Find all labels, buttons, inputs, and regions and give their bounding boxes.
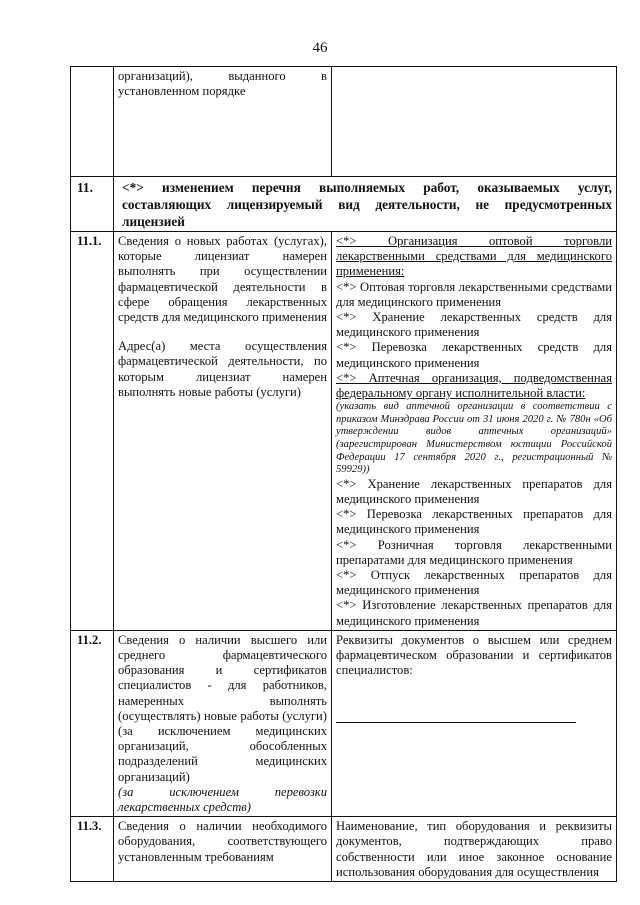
pharmacy-option[interactable]: <*> Аптечная организация, подведомственная федеральному органу исполнительной власти: bbox=[336, 370, 612, 401]
table-row-11-3 bbox=[71, 817, 617, 882]
section-title: <*> изменением перечня выполняемых работ, оказываемых услуг, составляющих лицензируемый вид деятельности, не предусмотренных лицензией bbox=[114, 177, 617, 232]
continuation-text: организаций), выданного в установленном порядке bbox=[114, 67, 332, 177]
option-item[interactable]: <*> Розничная торговля лекарственными препаратами для медицинского применения bbox=[336, 537, 612, 567]
wholesale-option[interactable]: <*> Организация оптовой торговли лекарственными средствами для медицинского применения: bbox=[336, 234, 612, 279]
equipment-docs-label: Наименование, тип оборудования и реквизиты документов, подтверждающих право собственности или иное законное основание использования оборудования для осуществления bbox=[332, 817, 617, 882]
address-label: Адрес(а) места осуществления фармацевтической деятельности, по которым лицензиат намерен выполнять новые работы (услуги) bbox=[118, 339, 327, 399]
option-item[interactable]: <*> Отпуск лекарственных препаратов для медицинского применения bbox=[336, 568, 612, 598]
option-item[interactable]: <*> Оптовая торговля лекарственными средствами для медицинского применения bbox=[336, 279, 612, 309]
option-item[interactable]: <*> Перевозка лекарственных препаратов для медицинского применения bbox=[336, 507, 612, 537]
education-docs-label: Реквизиты документов о высшем или среднем фармацевтическом образовании и сертификатов специалистов: bbox=[336, 632, 612, 678]
table-row-11-2 bbox=[71, 630, 617, 816]
option-item[interactable]: <*> Хранение лекарственных препаратов для медицинского применения bbox=[336, 476, 612, 506]
education-exception: (за исключением перевозки лекарственных средств) bbox=[118, 784, 327, 815]
row-number: 11.1. bbox=[71, 232, 114, 631]
section-11-header-row bbox=[71, 177, 617, 232]
education-docs-field[interactable] bbox=[336, 722, 576, 723]
education-label: Сведения о наличии высшего или среднего фармацевтического образования и сертификатов специалистов - для работников, намеренных выполнять (осуществлять) новые работы (услуги) (за исключением медицинских организаций, обособленных подразделений медицинских организаций) bbox=[118, 632, 327, 784]
new-works-label: Сведения о новых работах (услугах), которые лицензиат намерен выполнять при осуществлении фармацевтической деятельности в сфере обращения лекарственных средств для медицинского применения bbox=[118, 234, 327, 325]
table-row-continuation bbox=[71, 67, 617, 177]
row-number: 11.3. bbox=[71, 817, 114, 882]
section-number: 11. bbox=[71, 177, 114, 232]
license-form-table bbox=[70, 66, 617, 882]
pharmacy-type-note: (указать вид аптечной организации в соответствии с приказом Минздрава России от 31 июня 2020 г. № 780н «Об утверждении видов аптечных организаций» (зарегистрирован Министерством юстиции Российской Федерации 17 сентября 2020 г., регистрационный № 59929)) bbox=[336, 401, 612, 476]
option-item[interactable]: <*> Хранение лекарственных средств для медицинского применения bbox=[336, 310, 612, 340]
option-item[interactable]: <*> Перевозка лекарственных средств для медицинского применения bbox=[336, 340, 612, 370]
option-item[interactable]: <*> Изготовление лекарственных препаратов для медицинского применения bbox=[336, 598, 612, 628]
table-row-11-1 bbox=[71, 232, 617, 631]
equipment-label: Сведения о наличии необходимого оборудования, соответствующего установленным требованиям bbox=[114, 817, 332, 882]
row-number: 11.2. bbox=[71, 630, 114, 816]
page-number: 46 bbox=[312, 40, 328, 56]
